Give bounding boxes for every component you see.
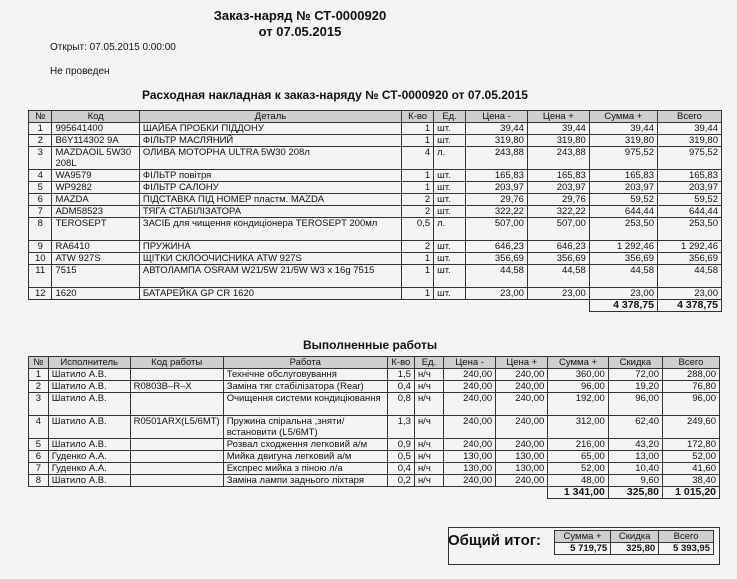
table-cell: 29,76 [527, 194, 589, 206]
table-cell: 646,23 [466, 241, 528, 253]
grand-total-column-header: Скидка [611, 531, 659, 543]
table-cell: 52,00 [663, 451, 720, 463]
table-cell: 0,5 [402, 218, 434, 241]
grand-total-column-header: Всего [659, 531, 714, 543]
table-cell: 1 [29, 123, 52, 135]
empty-cell [52, 300, 139, 312]
table-cell: ЗАСІБ для чищення кондиціонера TEROSEPT 200мл [139, 218, 401, 241]
empty-cell [414, 487, 443, 499]
table-cell: 23,00 [527, 288, 589, 300]
table-cell: 19,20 [608, 381, 662, 393]
table-cell: ТЯГА СТАБІЛІЗАТОРА [139, 206, 401, 218]
works-column-header: Скидка [608, 357, 662, 369]
table-cell: Шатило А.В. [48, 369, 130, 381]
table-cell: 1 292,46 [657, 241, 721, 253]
table-cell: 975,52 [657, 147, 721, 170]
table-row [29, 135, 722, 147]
grand-total-value: 5 719,75 [555, 543, 611, 555]
empty-cell [29, 300, 52, 312]
table-cell: шт. [434, 182, 466, 194]
table-cell: л. [434, 147, 466, 170]
table-row [29, 439, 720, 451]
table-cell: ФІЛЬТР МАСЛЯНИЙ [139, 135, 401, 147]
table-cell: Шатило А.В. [48, 475, 130, 487]
table-cell: 6 [29, 451, 49, 463]
table-row [29, 206, 722, 218]
table-cell: шт. [434, 265, 466, 288]
table-cell: 240,00 [444, 439, 496, 451]
works-column-header: Всего [663, 357, 720, 369]
table-cell: 1 [402, 182, 434, 194]
table-cell: 322,22 [527, 206, 589, 218]
table-cell: Пружина спіральна ,зняти/встановити (L5/6MT) [223, 416, 387, 439]
works-total-discount: 325,80 [608, 487, 662, 499]
parts-title: Расходная накладная к заказ-наряду № СТ-0000920 от 07.05.2015 [142, 88, 528, 102]
table-cell: ЩІТКИ СКЛООЧИСНИКА ATW 927S [139, 253, 401, 265]
table-cell: 240,00 [496, 381, 548, 393]
table-cell: 312,00 [548, 416, 609, 439]
table-cell: 319,80 [527, 135, 589, 147]
grand-total-label: Общий итог: [448, 532, 541, 549]
table-cell: 23,00 [657, 288, 721, 300]
table-cell: 0,8 [387, 393, 414, 416]
table-cell: 1 [402, 265, 434, 288]
table-cell: 646,23 [527, 241, 589, 253]
table-cell: 1 [402, 253, 434, 265]
table-row [29, 381, 720, 393]
table-cell: 0,9 [387, 439, 414, 451]
table-cell: 12 [29, 288, 52, 300]
table-cell: 1 [402, 288, 434, 300]
parts-column-header: Код [52, 111, 139, 123]
table-cell: 356,69 [527, 253, 589, 265]
table-cell: 240,00 [496, 439, 548, 451]
table-cell: шт. [434, 194, 466, 206]
table-row [29, 265, 722, 288]
table-cell: 172,80 [663, 439, 720, 451]
grand-total-column-header: Сумма + [555, 531, 611, 543]
table-cell: шт. [434, 241, 466, 253]
table-cell: 203,97 [527, 182, 589, 194]
order-date: от 07.05.2015 [258, 24, 342, 39]
table-cell: 5 [29, 182, 52, 194]
table-cell: 240,00 [444, 475, 496, 487]
table-cell: 253,50 [657, 218, 721, 241]
table-cell: 7515 [52, 265, 139, 288]
table-cell: 23,00 [466, 288, 528, 300]
table-cell: 9 [29, 241, 52, 253]
status-text: Не проведен [50, 66, 110, 77]
table-cell: 360,00 [548, 369, 609, 381]
table-cell: 11 [29, 265, 52, 288]
table-cell: н/ч [414, 393, 443, 416]
grand-total-table [554, 530, 714, 555]
table-cell: ФІЛЬТР повітря [139, 170, 401, 182]
table-cell: 644,44 [657, 206, 721, 218]
works-column-header: Работа [223, 357, 387, 369]
table-cell: н/ч [414, 451, 443, 463]
table-cell: RA6410 [52, 241, 139, 253]
table-cell: Заміна тяг стабілізатора (Rear) [223, 381, 387, 393]
table-row [29, 253, 722, 265]
table-cell: Очищення системи кондиціювання [223, 393, 387, 416]
table-cell: шт. [434, 288, 466, 300]
table-cell: 23,00 [589, 288, 657, 300]
table-cell: 240,00 [496, 393, 548, 416]
table-cell: 6 [29, 194, 52, 206]
table-cell: 7 [29, 206, 52, 218]
table-cell: 240,00 [444, 381, 496, 393]
table-cell: 39,44 [589, 123, 657, 135]
table-cell: 319,80 [466, 135, 528, 147]
parts-column-header: Цена - [466, 111, 528, 123]
table-cell: 39,44 [527, 123, 589, 135]
works-column-header: Код работы [130, 357, 223, 369]
table-cell: л. [434, 218, 466, 241]
table-row [29, 170, 722, 182]
works-column-header: Сумма + [548, 357, 609, 369]
table-cell [130, 451, 223, 463]
table-cell: Гуденко А.А. [48, 463, 130, 475]
empty-cell [130, 487, 223, 499]
table-cell: 507,00 [527, 218, 589, 241]
table-cell [130, 369, 223, 381]
table-cell: 995641400 [52, 123, 139, 135]
table-cell: ADM58523 [52, 206, 139, 218]
table-cell: 243,88 [527, 147, 589, 170]
table-cell: 2 [402, 241, 434, 253]
table-cell: 165,83 [657, 170, 721, 182]
table-cell: шт. [434, 206, 466, 218]
table-cell: 356,69 [589, 253, 657, 265]
table-cell: шт. [434, 170, 466, 182]
table-cell: 253,50 [589, 218, 657, 241]
table-cell: 43,20 [608, 439, 662, 451]
table-cell: 0,4 [387, 381, 414, 393]
table-cell: 44,58 [466, 265, 528, 288]
table-cell: 130,00 [496, 451, 548, 463]
table-cell: 1 [402, 135, 434, 147]
table-cell: R0803B–R–X [130, 381, 223, 393]
table-row [29, 288, 722, 300]
grand-total-value: 325,80 [611, 543, 659, 555]
parts-total-sum: 4 378,75 [589, 300, 657, 312]
table-cell: 65,00 [548, 451, 609, 463]
works-title: Выполненные работы [303, 338, 438, 352]
parts-column-header: К-во [402, 111, 434, 123]
table-cell: 0,2 [387, 475, 414, 487]
table-cell: 9,60 [608, 475, 662, 487]
empty-cell [139, 300, 401, 312]
table-cell: Шатило А.В. [48, 393, 130, 416]
parts-column-header: Всего [657, 111, 721, 123]
table-cell: 96,00 [663, 393, 720, 416]
empty-cell [496, 487, 548, 499]
table-cell: 240,00 [496, 416, 548, 439]
table-cell: 1 292,46 [589, 241, 657, 253]
opened-date: Открыт: 07.05.2015 0:00:00 [50, 42, 176, 53]
table-cell: 240,00 [444, 393, 496, 416]
order-title: Заказ-наряд № СТ-0000920 [213, 8, 387, 23]
table-row [29, 463, 720, 475]
parts-column-header: Ед. [434, 111, 466, 123]
table-cell: 203,97 [466, 182, 528, 194]
table-cell: 76,80 [663, 381, 720, 393]
works-column-header: Цена - [444, 357, 496, 369]
table-cell: 243,88 [466, 147, 528, 170]
works-total-row [29, 487, 720, 499]
table-cell: WP9282 [52, 182, 139, 194]
table-cell [130, 475, 223, 487]
table-cell: н/ч [414, 416, 443, 439]
empty-cell [527, 300, 589, 312]
table-cell [130, 393, 223, 416]
table-cell: н/ч [414, 381, 443, 393]
table-cell: 39,44 [466, 123, 528, 135]
table-cell: 72,00 [608, 369, 662, 381]
table-row [29, 147, 722, 170]
table-cell: шт. [434, 135, 466, 147]
table-cell: 356,69 [466, 253, 528, 265]
table-cell: шт. [434, 123, 466, 135]
table-cell: Шатило А.В. [48, 439, 130, 451]
grand-total-value: 5 393,95 [659, 543, 714, 555]
table-cell: 249,60 [663, 416, 720, 439]
table-cell: н/ч [414, 463, 443, 475]
empty-cell [29, 487, 49, 499]
table-cell: 1 [29, 369, 49, 381]
table-row [29, 218, 722, 241]
table-cell: Шатило А.В. [48, 381, 130, 393]
parts-column-header: № [29, 111, 52, 123]
table-cell: 2 [29, 135, 52, 147]
table-cell: 975,52 [589, 147, 657, 170]
table-cell: АВТОЛАМПА OSRAM W21/5W 21/5W W3 x 16g 7515 [139, 265, 401, 288]
table-cell: 240,00 [444, 416, 496, 439]
table-cell: 130,00 [444, 451, 496, 463]
table-cell: 39,44 [657, 123, 721, 135]
table-cell: 1620 [52, 288, 139, 300]
works-column-header: Исполнитель [48, 357, 130, 369]
table-cell: 165,83 [589, 170, 657, 182]
table-cell: 59,52 [657, 194, 721, 206]
table-row [29, 194, 722, 206]
table-cell: 3 [29, 393, 49, 416]
table-cell: 2 [402, 206, 434, 218]
table-cell: 96,00 [608, 393, 662, 416]
table-cell: 319,80 [657, 135, 721, 147]
table-cell: 356,69 [657, 253, 721, 265]
table-cell: н/ч [414, 475, 443, 487]
empty-cell [434, 300, 466, 312]
table-row [29, 369, 720, 381]
table-cell: 192,00 [548, 393, 609, 416]
table-row [29, 241, 722, 253]
table-cell: 8 [29, 475, 49, 487]
table-cell: 8 [29, 218, 52, 241]
works-column-header: Ед. [414, 357, 443, 369]
table-cell: 203,97 [657, 182, 721, 194]
table-cell: 59,52 [589, 194, 657, 206]
table-cell: 10 [29, 253, 52, 265]
table-cell: R0501ARX(L5/6MT) [130, 416, 223, 439]
table-cell: WA9579 [52, 170, 139, 182]
parts-total-row [29, 300, 722, 312]
table-cell: 319,80 [589, 135, 657, 147]
table-cell: 216,00 [548, 439, 609, 451]
table-row [29, 416, 720, 439]
table-cell: ОЛИВА МОТОРНА ULTRA 5W30 208л [139, 147, 401, 170]
table-cell: 96,00 [548, 381, 609, 393]
table-cell: Заміна лампи заднього ліхтаря [223, 475, 387, 487]
parts-total-all: 4 378,75 [657, 300, 721, 312]
table-cell: 10,40 [608, 463, 662, 475]
table-cell: 288,00 [663, 369, 720, 381]
table-cell: 203,97 [589, 182, 657, 194]
works-total-all: 1 015,20 [663, 487, 720, 499]
table-cell: Технічне обслуговування [223, 369, 387, 381]
table-cell: B6Y114302 9A [52, 135, 139, 147]
table-cell: 4 [402, 147, 434, 170]
table-cell: TEROSEPT [52, 218, 139, 241]
table-cell: 29,76 [466, 194, 528, 206]
table-cell: Шатило А.В. [48, 416, 130, 439]
works-total-sum: 1 341,00 [548, 487, 609, 499]
table-cell: 41,60 [663, 463, 720, 475]
parts-column-header: Сумма + [589, 111, 657, 123]
empty-cell [223, 487, 387, 499]
table-cell: Гуденко А.А. [48, 451, 130, 463]
table-cell: 240,00 [496, 475, 548, 487]
empty-cell [466, 300, 528, 312]
table-cell: 240,00 [444, 369, 496, 381]
table-cell: 2 [29, 381, 49, 393]
table-cell: ФІЛЬТР САЛОНУ [139, 182, 401, 194]
table-cell: 38,40 [663, 475, 720, 487]
table-cell: 0,5 [387, 451, 414, 463]
table-row [29, 475, 720, 487]
table-cell: 44,58 [527, 265, 589, 288]
table-cell: 44,58 [657, 265, 721, 288]
table-cell: ПІДСТАВКА ПІД НОМЕР пластм. MAZDA [139, 194, 401, 206]
table-cell: 322,22 [466, 206, 528, 218]
table-row [29, 393, 720, 416]
table-cell: 4 [29, 416, 49, 439]
table-cell [130, 463, 223, 475]
works-column-header: Цена + [496, 357, 548, 369]
table-cell: 240,00 [496, 369, 548, 381]
table-cell: 1,3 [387, 416, 414, 439]
table-cell: 130,00 [444, 463, 496, 475]
table-cell: шт. [434, 253, 466, 265]
table-cell: 62,40 [608, 416, 662, 439]
table-row [29, 451, 720, 463]
table-cell: 1 [402, 123, 434, 135]
table-cell: н/ч [414, 439, 443, 451]
table-cell: Експрес мийка з піною л/а [223, 463, 387, 475]
table-cell: 165,83 [466, 170, 528, 182]
table-cell: 165,83 [527, 170, 589, 182]
parts-column-header: Деталь [139, 111, 401, 123]
table-cell: 44,58 [589, 265, 657, 288]
empty-cell [444, 487, 496, 499]
table-row [29, 182, 722, 194]
works-table [28, 356, 720, 499]
table-cell: Розвал сходження легковий а/м [223, 439, 387, 451]
table-cell: 5 [29, 439, 49, 451]
table-cell: 644,44 [589, 206, 657, 218]
parts-column-header: Цена + [527, 111, 589, 123]
parts-table [28, 110, 722, 312]
table-cell: 3 [29, 147, 52, 170]
table-cell: MAZDAOIL 5W30 208L [52, 147, 139, 170]
table-cell: ПРУЖИНА [139, 241, 401, 253]
table-cell: 48,00 [548, 475, 609, 487]
table-cell: 507,00 [466, 218, 528, 241]
table-row [29, 123, 722, 135]
table-cell: н/ч [414, 369, 443, 381]
table-cell: 4 [29, 170, 52, 182]
table-cell: 1,5 [387, 369, 414, 381]
table-cell: 52,00 [548, 463, 609, 475]
works-column-header: К-во [387, 357, 414, 369]
table-cell: ATW 927S [52, 253, 139, 265]
table-cell: БАТАРЕЙКА GP CR 1620 [139, 288, 401, 300]
empty-cell [48, 487, 130, 499]
table-cell: Мийка двигуна легковий а/м [223, 451, 387, 463]
table-cell: 130,00 [496, 463, 548, 475]
table-cell: 2 [402, 194, 434, 206]
table-cell: MAZDA [52, 194, 139, 206]
table-cell: 0,4 [387, 463, 414, 475]
table-cell: ШАЙБА ПРОБКИ ПІДДОНУ [139, 123, 401, 135]
works-column-header: № [29, 357, 49, 369]
empty-cell [402, 300, 434, 312]
empty-cell [387, 487, 414, 499]
table-cell: 7 [29, 463, 49, 475]
table-cell [130, 439, 223, 451]
table-cell: 1 [402, 170, 434, 182]
table-cell: 13,00 [608, 451, 662, 463]
